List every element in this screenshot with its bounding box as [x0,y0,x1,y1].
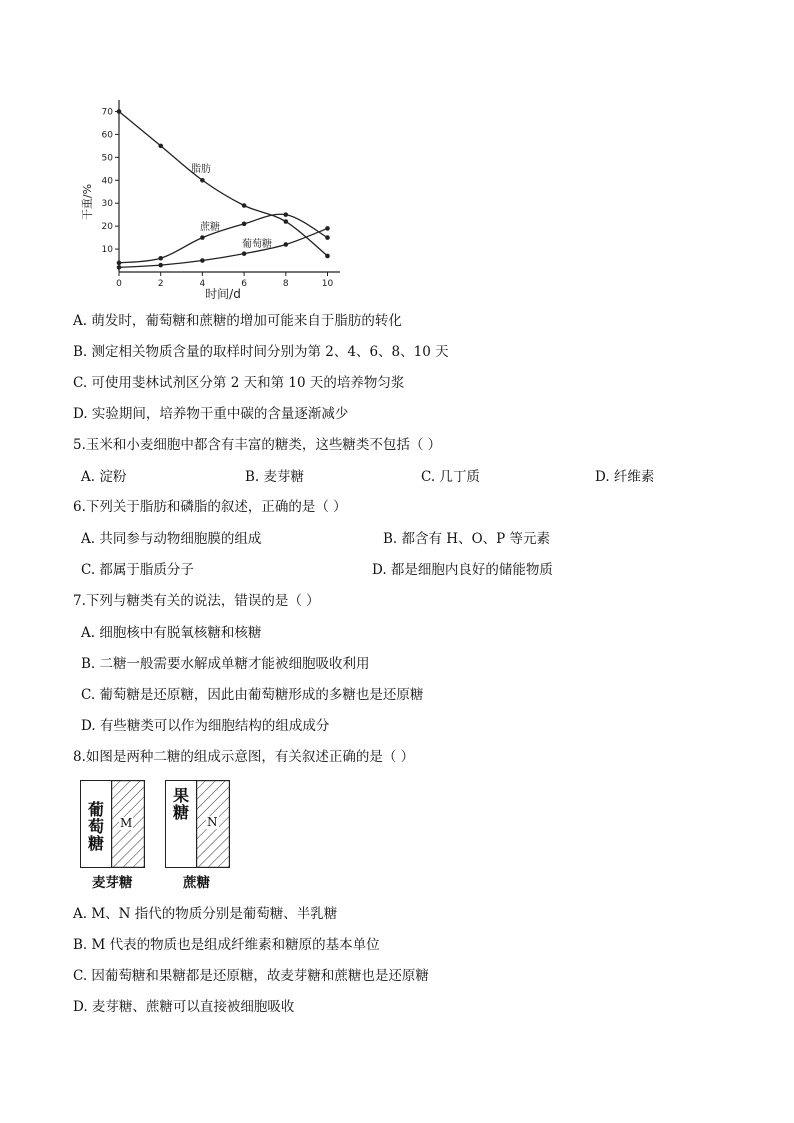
y-tick-label: 10 [101,245,113,256]
data-point-sucrose [242,222,247,227]
dry-weight-line-chart [78,100,348,305]
data-point-sucrose [283,212,288,217]
q5-option-d: D. 纤维素 [595,469,655,485]
sucrose-n-label: N [207,815,218,829]
sucrose-caption: 蔗糖 [183,875,210,891]
q4-option-a: A. 萌发时，葡萄糖和蔗糖的增加可能来自于脂肪的转化 [73,313,402,329]
series-line-glucose [119,228,327,267]
data-point-glucose [283,242,288,247]
data-point-sucrose [158,256,163,261]
q7-option-a: A. 细胞核中有脱氧核糖和核糖 [81,625,262,641]
fructose-char-2: 糖 [172,803,189,822]
chart-series [117,109,330,270]
q7-option-c: C. 葡萄糖是还原糖，因此由葡萄糖形成的多糖也是还原糖 [81,687,424,703]
data-point-glucose [325,226,330,231]
data-point-sucrose [200,235,205,240]
x-tick-label: 4 [199,279,206,289]
y-tick-label: 60 [101,130,113,141]
maltose-caption: 麦芽糖 [92,875,133,891]
q8-option-c: C. 因葡萄糖和果糖都是还原糖，故麦芽糖和蔗糖也是还原糖 [73,968,429,984]
q7-option-d: D. 有些糖类可以作为细胞结构的组成成分 [81,718,330,734]
data-point-fat [117,109,122,114]
series-line-sucrose [119,214,327,263]
x-tick-label: 0 [116,279,122,289]
fructose-char-1: 果 [172,786,189,805]
data-point-fat [158,144,163,149]
series-line-fat [119,111,327,255]
chart-axes [119,100,340,272]
glucose-char-1: 葡 [87,800,104,819]
q6-stem: 6.下列关于脂肪和磷脂的叙述，正确的是（ ） [73,499,347,515]
series-label-sucrose: 蔗糖 [200,222,220,233]
data-point-glucose [200,258,205,263]
data-point-fat [200,178,205,183]
q5-option-a: A. 淀粉 [81,469,127,485]
maltose-glucose-unit [80,780,112,868]
x-tick-label: 6 [241,279,247,289]
data-point-sucrose [325,235,330,240]
q6-option-c: C. 都属于脂质分子 [81,562,194,578]
glucose-char-2: 萄 [87,817,104,836]
q5-stem: 5.玉米和小麦细胞中都含有丰富的糖类，这些糖类不包括（ ） [73,437,442,453]
data-point-fat [242,203,247,208]
series-label-glucose: 葡萄糖 [242,239,272,250]
maltose-m-label: M [120,816,133,830]
glucose-char-3: 糖 [87,834,104,853]
q8-option-a: A. M、N 指代的物质分别是葡萄糖、半乳糖 [73,906,338,922]
q4-option-b: B. 测定相关物质含量的取样时间分别为第 2、4、6、8、10 天 [73,344,449,360]
data-point-sucrose [117,261,122,266]
series-label-fat: 脂肪 [191,164,211,175]
y-tick-label: 40 [101,176,113,187]
y-tick-label: 20 [101,222,113,233]
data-point-glucose [117,265,122,270]
y-axis-label: 干重/% [81,183,94,221]
q8-option-d: D. 麦芽糖、蔗糖可以直接被细胞吸收 [73,999,295,1015]
q6-option-b: B. 都含有 H、O、P 等元素 [383,531,551,547]
data-point-fat [283,219,288,224]
x-axis-label: 时间/d [205,287,241,301]
q6-option-a: A. 共同参与动物细胞膜的组成 [81,531,262,547]
q5-option-b: B. 麦芽糖 [245,469,305,485]
q7-option-b: B. 二糖一般需要水解成单糖才能被细胞吸收利用 [81,656,370,672]
x-tick-label: 10 [321,279,334,289]
data-point-glucose [158,263,163,268]
data-point-glucose [242,251,247,256]
y-tick-label: 50 [101,153,113,164]
x-tick-label: 8 [282,279,289,289]
q4-option-d: D. 实验期间，培养物干重中碳的含量逐渐减少 [73,406,349,422]
y-tick-label: 70 [101,107,113,118]
y-tick-label: 30 [101,199,113,210]
q7-stem: 7.下列与糖类有关的说法，错误的是（ ） [73,593,320,609]
q8-stem: 8.如图是两种二糖的组成示意图，有关叙述正确的是（ ） [73,749,415,765]
q4-option-c: C. 可使用斐林试剂区分第 2 天和第 10 天的培养物匀浆 [73,375,405,391]
sucrose-fructose-unit [165,780,197,868]
x-tick-label: 2 [157,279,164,289]
data-point-fat [325,254,330,259]
q5-option-c: C. 几丁质 [421,469,480,485]
q8-option-b: B. M 代表的物质也是组成纤维素和糖原的基本单位 [73,937,380,953]
q6-option-d: D. 都是细胞内良好的储能物质 [372,562,553,578]
